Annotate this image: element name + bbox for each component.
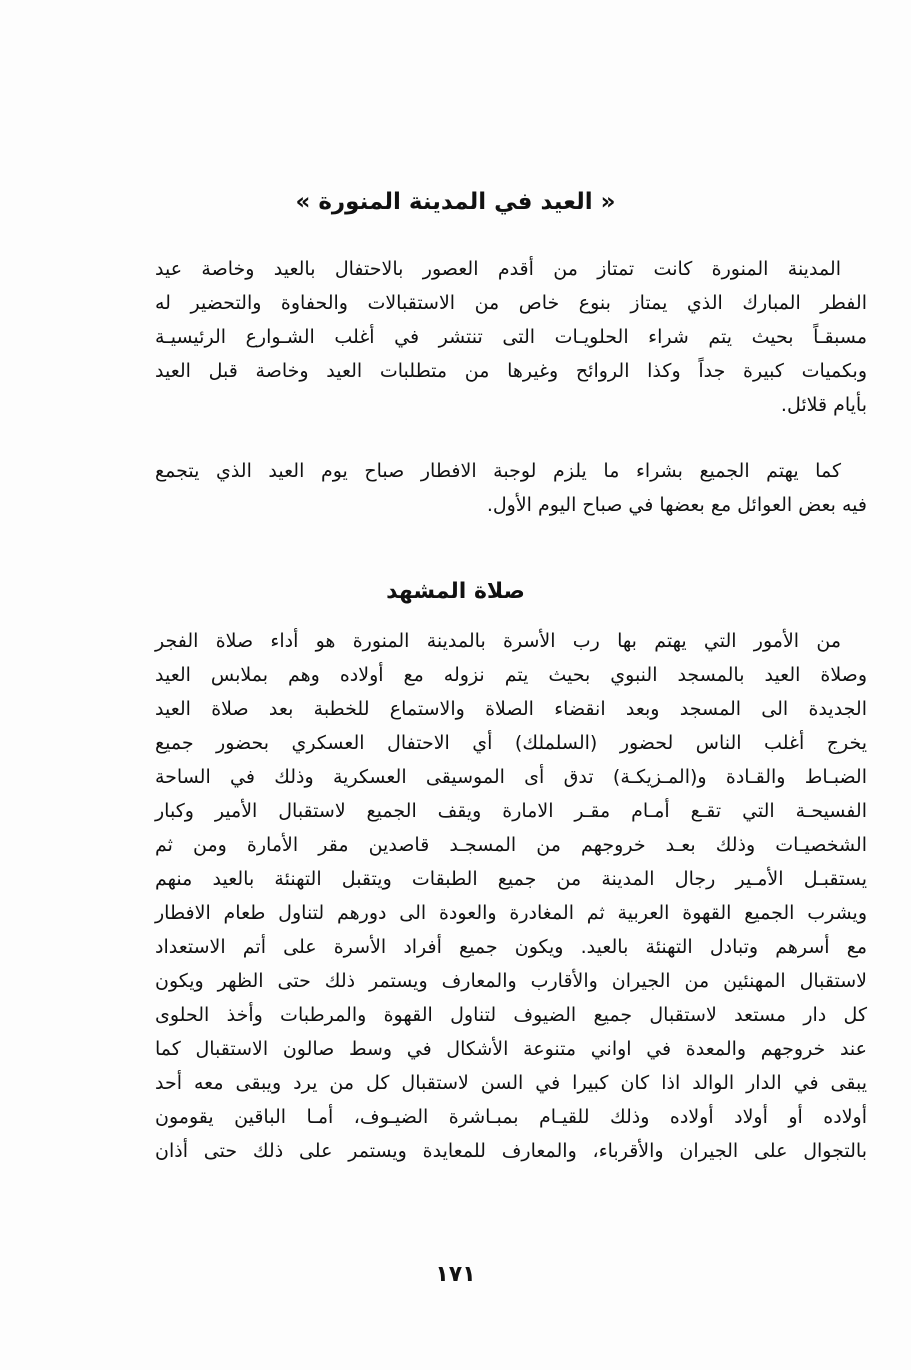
text-line: الفطر المبارك الذي يمتاز بنوع خاص من الاستقبالات والحفاوة والتحضير له [155,292,867,314]
text-line: الجديدة الى المسجد وبعد انقضاء الصلاة والاستماع للخطبة بعد صلاة العيد [155,698,867,720]
chapter-title: « العيد في المدينة المنورة » [295,189,616,215]
text-line: عند خروجهم والمعدة في اواني متنوعة الأشكال في وسط صالون الاستقبال كما [155,1038,867,1060]
text-line: الشخصيـات وذلك بعـد خروجهم من المسجـد قاصدين مقر الأمارة ومن ثم [155,834,867,856]
paragraph-eid-prayer [155,624,867,1168]
text-line: وصلاة العيد بالمسجد النبوي بحيث يتم نزوله مع أولاده وهم بملابس العيد [155,664,867,686]
text-line: مع أسرهم وتبادل التهنئة بالعيد. ويكون جميع أفراد الأسرة على أتم الاستعداد [155,936,867,958]
text-line: يبقى في الدار الوالد اذا كان كبيرا في السن لاستقبال كل من يرد ويبقى معه أحد [155,1072,867,1094]
text-line: المدينة المنورة كانت تمتاز من أقدم العصور بالاحتفال بالعيد وخاصة عيد [155,258,841,280]
text-line: فيه بعض العوائل مع بعضها في صباح اليوم الأول. [486,494,867,516]
page-number: ١٧١ [435,1262,476,1287]
text-line: أولاده أو أولاد أولاده وذلك للقيـام بمبـاشرة الضيـوف، أمـا الباقين يقومون [155,1106,867,1128]
paragraph-eid-celebration [155,252,867,422]
text-line: بأيام قلائل. [780,394,867,416]
text-line: يخرج أغلب الناس لحضور (السلملك) أي الاحتفال العسكري بحضور جميع [155,732,867,754]
text-line: لاستقبال المهنئين من الجيران والأقارب والمعارف ويستمر ذلك حتى الظهر ويكون [155,970,867,992]
section-heading: صلاة المشهد [386,579,525,604]
text-line: ويشرب الجميع القهوة العربية ثم المغادرة والعودة الى دورهم لتناول طعام الافطار [155,902,867,924]
paragraph-breakfast [155,454,867,522]
text-line: من الأمور التي يهتم بها رب الأسرة بالمدينة المنورة هو أداء صلاة الفجر [155,630,841,652]
text-line: مسبقـاً بحيث يتم شراء الحلويـات التى تنتشر في أغلب الشـوارع الرئيسيـة [155,326,867,348]
text-line: يستقبـل الأمـير رجال المدينة من جميع الطبقات ويتقبل التهنئة بالعيد منهم [155,868,867,890]
text-line: الضبـاط والقـادة و(المـزيكـة) تدق أى الموسيقى العسكرية وذلك في الساحة [155,766,867,788]
text-line: وبكميات كبيرة جداً وكذا الروائح وغيرها من متطلبات العيد وخاصة قبل العيد [155,360,867,382]
text-line: كل دار مستعد لاستقبال جميع الضيوف لتناول القهوة والمرطبات وأخذ الحلوى [155,1004,867,1026]
text-line: كما يهتم الجميع بشراء ما يلزم لوجبة الافطار صباح يوم العيد الذي يتجمع [155,460,841,482]
text-line: الفسيحـة التي تقـع أمـام مقـر الامارة ويقف الجميع لاستقبال الأمير وكبار [155,800,867,822]
text-line: بالتجوال على الجيران والأقرباء، والمعارف للمعايدة ويستمر على ذلك حتى أذان [155,1140,867,1162]
